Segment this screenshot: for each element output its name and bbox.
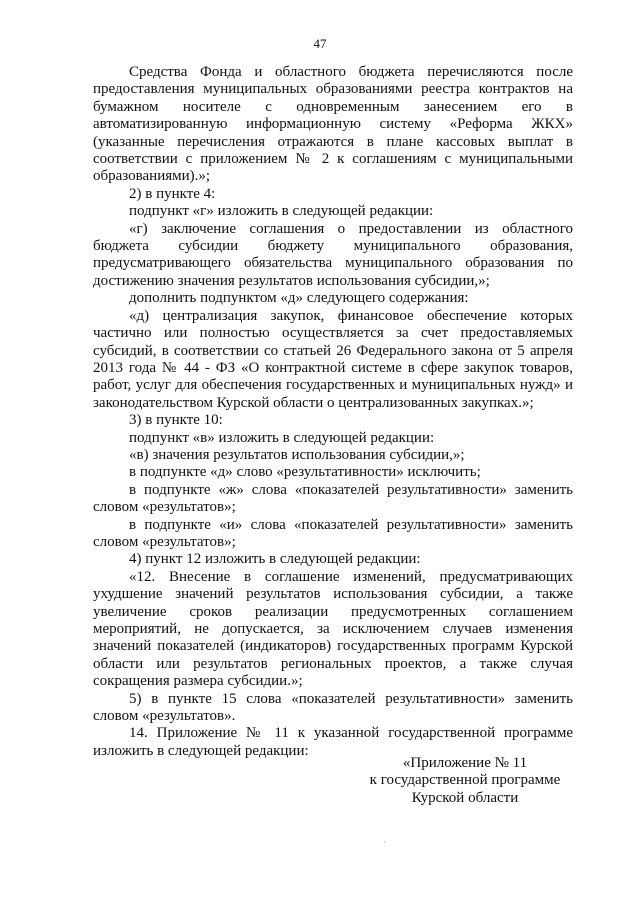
text-line: 3) в пункте 10: — [129, 412, 223, 429]
text-line: Средства Фонда и областного бюджета перечисляются после — [129, 64, 573, 80]
text-line: субсидий, в соответствии со статьей 26 Федерального закона от 5 апреля — [93, 342, 573, 359]
text-line: 2) в пункте 4: — [129, 185, 216, 202]
text-line: значений показателей (индикаторов) государственных программ Курской — [93, 638, 573, 655]
scan-mark: · — [383, 837, 386, 847]
text-line: дополнить подпунктом «д» следующего содержания: — [129, 290, 469, 307]
text-line: области или результатов региональных проектов, а также случая — [93, 655, 573, 672]
text-line: достижению значения результатов использования субсидии,»; — [93, 272, 490, 289]
text-line: 4) пункт 12 изложить в следующей редакции: — [129, 551, 421, 568]
appendix-title: «Приложение № 11 — [402, 755, 528, 771]
text-line: «д) централизация закупок, финансовое обеспечение которых — [129, 307, 573, 324]
appendix-region: Курской области — [411, 789, 519, 806]
text-line: бумажном носителе с одновременным занесением его в — [93, 98, 573, 115]
text-line: в подпункте «и» слова «показателей результативности» заменить — [129, 516, 573, 533]
text-line: предусматривающего обязательства муниципального образования по — [93, 255, 573, 272]
text-line: в подпункте «д» слово «результативности» исключить; — [129, 464, 481, 481]
text-line: соответствии с приложением № 2 к соглашениям с муниципальными — [93, 151, 573, 168]
text-line: подпункт «г» изложить в следующей редакции: — [129, 203, 434, 220]
text-line: бюджета субсидии бюджету муниципального образования, — [93, 238, 573, 255]
text-line: в подпункте «ж» слова «показателей результативности» заменить — [129, 481, 573, 498]
text-line: работ, услуг для обеспечения государственных и муниципальных нужд» и — [93, 377, 573, 394]
text-line: «в) значения результатов использования субсидии,»; — [129, 446, 465, 463]
text-line: словом «результатов»; — [93, 533, 236, 550]
text-line: 5) в пункте 15 слова «показателей результативности» заменить — [129, 690, 573, 707]
text-line: (указанные перечисления отражаются в плане кассовых выплат в — [93, 133, 573, 150]
appendix-program: к государственной программе — [369, 772, 561, 789]
text-line: увеличение сроков реализации предусмотренных соглашением — [93, 603, 573, 620]
text-line: ухудшение значений результатов использования субсидии, а также — [93, 586, 573, 603]
text-line: словом «результатов»; — [93, 499, 236, 516]
text-line: законодательством Курской области о централизованных закупках.»; — [93, 394, 534, 411]
text-line: 2013 года № 44 - ФЗ «О контрактной системе в сфере закупок товаров, — [93, 359, 573, 376]
text-line: частично или полностью осуществляется за счет предоставляемых — [93, 325, 573, 342]
text-line: образованиями).»; — [93, 168, 211, 185]
text-line: изложить в следующей редакции: — [93, 742, 309, 759]
page-number: 47 — [313, 36, 327, 51]
appendix-heading — [360, 755, 570, 807]
text-line: сокращения размера субсидии.»; — [93, 673, 303, 690]
text-line: подпункт «в» изложить в следующей редакции: — [129, 429, 435, 446]
document-body — [93, 64, 573, 760]
text-line: «12. Внесение в соглашение изменений, предусматривающих — [129, 568, 573, 585]
text-line: 14. Приложение № 11 к указанной государственной программе — [129, 725, 573, 742]
text-line: автоматизированную информационную систему «Реформа ЖКХ» — [93, 116, 573, 133]
text-line: словом «результатов». — [93, 708, 236, 725]
text-line: мероприятий, не допускается, за исключением случаев изменения — [93, 621, 573, 637]
text-line: «г) заключение соглашения о предоставлении из областного — [129, 220, 573, 237]
text-line: предоставления муниципальных образованиями реестра контрактов на — [93, 81, 573, 98]
